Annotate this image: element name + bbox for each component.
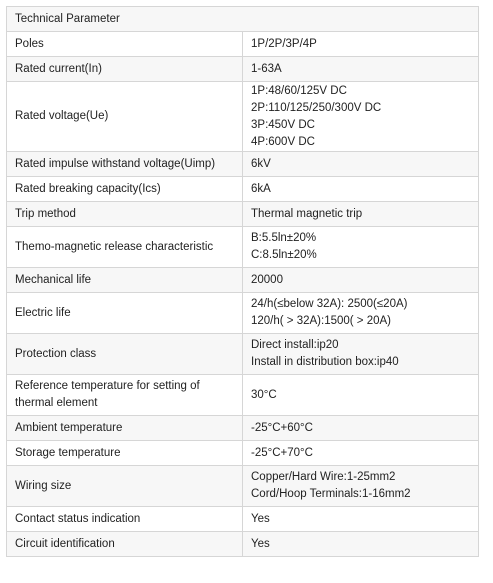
parameter-cell	[7, 202, 243, 227]
value-line: 2P:110/125/250/300V DC	[251, 101, 382, 114]
value-cell	[243, 82, 479, 152]
value-line: -25°C+60°C	[251, 421, 313, 434]
parameter-label: Storage temperature	[15, 446, 121, 459]
table-row	[7, 32, 479, 57]
table-row	[7, 466, 479, 507]
parameter-label: Wiring size	[15, 479, 72, 492]
parameter-cell	[7, 532, 243, 557]
parameter-cell	[7, 227, 243, 268]
parameter-label: Themo-magnetic release characteristic	[15, 240, 214, 253]
value-line: C:8.5ln±20%	[251, 249, 317, 261]
value-line: 30°C	[251, 388, 277, 401]
value-line: Direct install:ip20	[251, 339, 339, 351]
table-row	[7, 227, 479, 268]
value-cell	[243, 334, 479, 375]
parameter-label: Ambient temperature	[15, 421, 123, 434]
parameter-cell	[7, 57, 243, 82]
value-cell	[243, 416, 479, 441]
value-cell	[243, 268, 479, 293]
parameter-label: Trip method	[15, 207, 76, 220]
parameter-cell	[7, 375, 243, 416]
table-row	[7, 507, 479, 532]
table-header-cell	[7, 7, 479, 32]
value-cell	[243, 441, 479, 466]
parameter-label: Circuit identification	[15, 537, 115, 550]
table-row	[7, 152, 479, 177]
value-cell	[243, 293, 479, 334]
parameter-cell	[7, 32, 243, 57]
parameter-cell	[7, 507, 243, 532]
value-line: 120/h( > 32A):1500( > 20A)	[251, 315, 392, 327]
table-row	[7, 293, 479, 334]
value-cell	[243, 57, 479, 82]
value-cell	[243, 532, 479, 557]
value-line: 6kV	[251, 157, 271, 170]
value-cell	[243, 375, 479, 416]
parameter-label: Rated impulse withstand voltage(Uimp)	[15, 157, 216, 170]
table-row	[7, 57, 479, 82]
value-cell	[243, 152, 479, 177]
value-line: 1P:48/60/125V DC	[251, 84, 347, 97]
spec-table	[6, 6, 479, 557]
parameter-label: Contact status indication	[15, 512, 141, 525]
parameter-label: Rated current(In)	[15, 62, 102, 75]
parameter-cell	[7, 152, 243, 177]
table-row	[7, 177, 479, 202]
parameter-label: Rated voltage(Ue)	[15, 110, 109, 122]
parameter-cell	[7, 82, 243, 152]
value-cell	[243, 466, 479, 507]
parameter-cell	[7, 334, 243, 375]
parameter-label: Protection class	[15, 347, 97, 360]
value-line: 1-63A	[251, 62, 282, 75]
parameter-cell	[7, 293, 243, 334]
value-line: -25°C+70°C	[251, 446, 313, 459]
parameter-cell	[7, 268, 243, 293]
value-cell	[243, 202, 479, 227]
parameter-label: Mechanical life	[15, 273, 92, 286]
value-cell	[243, 177, 479, 202]
table-row	[7, 375, 479, 416]
value-line: Yes	[251, 512, 270, 525]
table-row	[7, 82, 479, 152]
value-line: Thermal magnetic trip	[251, 207, 363, 220]
table-row	[7, 532, 479, 557]
value-line: Copper/Hard Wire:1-25mm2	[251, 471, 396, 483]
table-row	[7, 441, 479, 466]
value-line: Cord/Hoop Terminals:1-16mm2	[251, 488, 411, 500]
table-row	[7, 268, 479, 293]
table-title: Technical Parameter	[15, 12, 120, 25]
parameter-label: Rated breaking capacity(Ics)	[15, 182, 161, 195]
value-cell	[243, 227, 479, 268]
parameter-cell	[7, 177, 243, 202]
value-line: 24/h(≤below 32A): 2500(≤20A)	[251, 298, 408, 310]
table-row	[7, 202, 479, 227]
parameter-cell	[7, 466, 243, 507]
parameter-label: Poles	[15, 37, 44, 50]
parameter-label: Reference temperature for setting of thermal element	[15, 380, 200, 409]
value-cell	[243, 507, 479, 532]
value-line: 20000	[251, 273, 283, 286]
parameter-cell	[7, 416, 243, 441]
technical-parameter-sheet	[6, 6, 479, 557]
table-row	[7, 416, 479, 441]
parameter-label: Electric life	[15, 306, 71, 319]
table-row	[7, 334, 479, 375]
value-line: 6kA	[251, 182, 271, 195]
value-line: 1P/2P/3P/4P	[251, 37, 317, 50]
value-line: 4P:600V DC	[251, 135, 315, 148]
table-header-row	[7, 7, 479, 32]
value-line: 3P:450V DC	[251, 118, 315, 131]
value-line: B:5.5ln±20%	[251, 232, 317, 244]
value-line: Install in distribution box:ip40	[251, 356, 399, 368]
parameter-cell	[7, 441, 243, 466]
value-cell	[243, 32, 479, 57]
spec-table-body	[7, 7, 479, 557]
value-line: Yes	[251, 537, 270, 550]
